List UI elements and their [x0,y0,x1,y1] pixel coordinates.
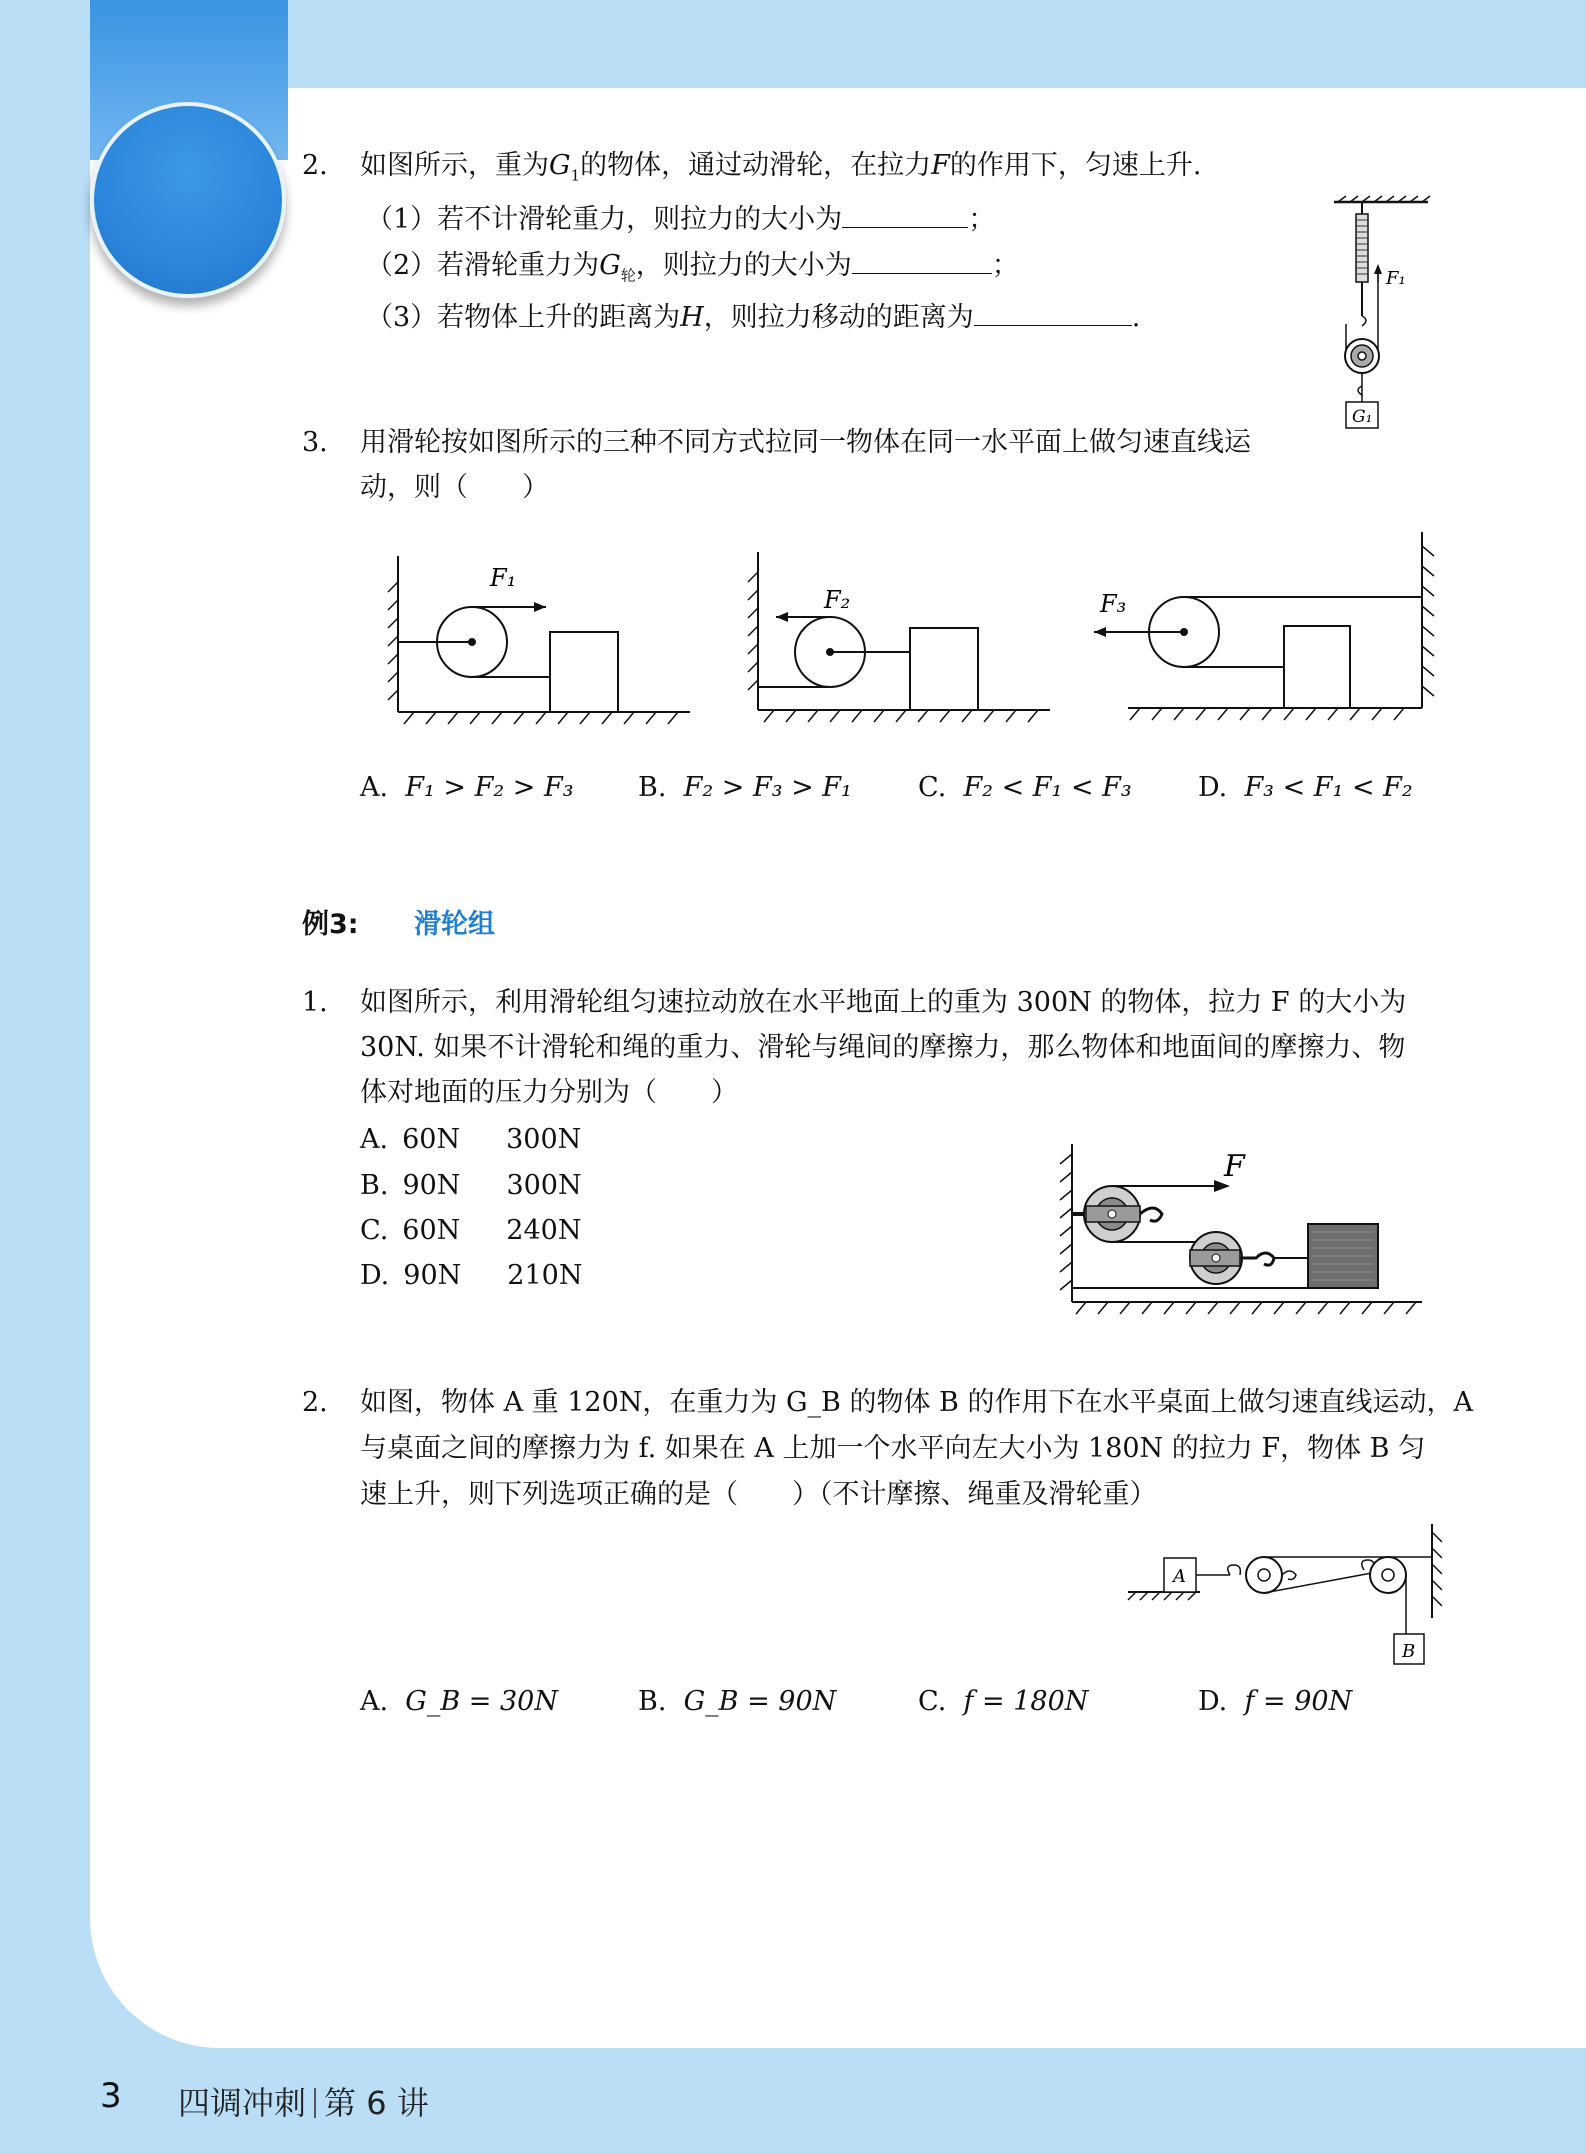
q2-number: 2. [302,150,328,181]
e1-option-b-pressure: 300N [506,1170,582,1201]
example-label: 例3: [302,909,359,940]
q2-sub2 [366,241,1019,298]
q3-option-b-text: F₂ > F₃ > F₁ [683,772,852,803]
e2-option-d-text: f = 90N [1244,1686,1353,1717]
e2-option-a[interactable] [360,1682,558,1722]
q2-stem-f: F [931,150,950,181]
e2-option-c[interactable] [918,1682,1088,1722]
q3-option-a-letter: A. [360,772,389,803]
e1-option-d-friction: 90N [403,1260,462,1291]
q2-stem-a: 如图所示，重为 [360,150,549,181]
e2-pulley-figure [1124,1520,1444,1678]
q3-figure-1 [360,552,700,722]
e1-option-d-letter: D. [360,1260,390,1291]
q2-sub1-text: （1）若不计滑轮重力，则拉力的大小为 [366,204,843,235]
footer-lesson: 第 6 讲 [324,2084,429,2122]
q3-option-b-letter: B. [638,772,667,803]
q2-fig-force: F₁ [1386,268,1406,289]
q3-option-d[interactable] [1198,768,1413,808]
q2-blank-3[interactable] [974,293,1132,326]
q2-stem-sub: 1 [570,166,581,185]
e1-fig-force: F [1224,1149,1245,1184]
e1-option-d[interactable] [360,1256,582,1296]
q2-stem-c: 的作用下，匀速上升. [949,150,1202,181]
q3-fig1-label: F₁ [490,564,517,592]
q3-option-a[interactable] [360,768,574,808]
e1-option-b[interactable] [360,1166,582,1206]
q2-sub2-b: ，则拉力的大小为 [635,250,852,281]
footer-title [178,2078,429,2124]
page-number: 3 [100,2076,122,2116]
e2-number: 2. [302,1387,328,1418]
e2-option-a-text: G_B = 30N [405,1686,558,1717]
q2-fig-weight: G₁ [1352,407,1373,427]
q3-option-a-text: F₁ > F₂ > F₃ [405,772,574,803]
e2-option-b-letter: B. [638,1686,667,1717]
e2-option-a-letter: A. [360,1686,389,1717]
q3-line1: 用滑轮按如图所示的三种不同方式拉同一物体在同一水平面上做匀速直线运 [360,427,1251,458]
q2-blank-2[interactable] [852,241,992,274]
e1-option-b-letter: B. [360,1170,389,1201]
q3-option-b[interactable] [638,768,852,808]
q2-sub3 [366,293,1140,341]
e2-line2: 与桌面之间的摩擦力为 f. 如果在 A 上加一个水平向左大小为 180N 的拉力 F，物体 B 匀 [360,1433,1426,1464]
q2-sub1 [366,195,995,243]
e1-pulley-figure [1040,1140,1430,1320]
e2-fig-a: A [1173,1566,1186,1587]
e2-option-d[interactable] [1198,1682,1352,1722]
e1-line3: 体对地面的压力分别为（ ） [360,1077,738,1108]
q2-stem [360,143,1201,198]
e1-option-c-letter: C. [360,1215,389,1246]
e1-option-d-pressure: 210N [507,1260,583,1291]
q3-figure-2 [728,552,1068,722]
q3-option-d-letter: D. [1198,772,1228,803]
q2-sub3-symbol: H [680,302,704,333]
e1-option-a-pressure: 300N [506,1124,582,1155]
e1-number: 1. [302,987,328,1018]
e1-option-b-friction: 90N [402,1170,461,1201]
q2-stem-symbol: G [549,150,571,181]
e2-line3: 速上升，则下列选项正确的是（ ）（不计摩擦、绳重及滑轮重） [360,1479,1157,1510]
q3-figure-3 [1088,532,1448,722]
q2-sub2-sub: 轮 [620,266,636,285]
q3-option-d-text: F₃ < F₁ < F₂ [1244,772,1413,803]
q3-option-c-text: F₂ < F₁ < F₃ [963,772,1132,803]
e1-option-a-letter: A. [360,1124,389,1155]
e1-option-a[interactable] [360,1120,581,1160]
e2-line1: 如图，物体 A 重 120N，在重力为 G_B 的物体 B 的作用下在水平桌面上做匀速直线运动，A [360,1387,1473,1418]
q2-blank-1[interactable] [842,195,968,228]
e1-option-a-friction: 60N [402,1124,461,1155]
corner-badge [90,102,286,298]
q2-sub3-b: ，则拉力移动的距离为 [703,302,974,333]
q3-option-c[interactable] [918,768,1132,808]
q2-pulley-figure [1320,196,1440,446]
e2-option-b-text: G_B = 90N [683,1686,837,1717]
q3-line2: 动，则（ ） [360,472,549,503]
q3-fig3-label: F₃ [1100,590,1127,618]
e2-option-d-letter: D. [1198,1686,1228,1717]
e1-line2: 30N. 如果不计滑轮和绳的重力、滑轮与绳间的摩擦力，那么物体和地面间的摩擦力、物 [360,1032,1406,1063]
example-title: 滑轮组 [414,909,495,940]
q3-number: 3. [302,427,328,458]
e1-option-c[interactable] [360,1211,581,1251]
e2-option-c-text: f = 180N [963,1686,1089,1717]
q2-sub2-symbol: G [599,250,621,281]
e1-line1: 如图所示，利用滑轮组匀速拉动放在水平地面上的重为 300N 的物体，拉力 F 的大小为 [360,987,1407,1018]
e2-fig-b: B [1402,1641,1416,1662]
q2-sub1-end: ； [968,204,996,235]
q2-sub3-a: （3）若物体上升的距离为 [366,302,681,333]
q2-sub3-end: . [1131,302,1141,333]
footer-divider [314,2088,316,2118]
q3-option-c-letter: C. [918,772,947,803]
e2-option-b[interactable] [638,1682,836,1722]
e2-option-c-letter: C. [918,1686,947,1717]
q3-fig2-label: F₂ [824,586,851,614]
q2-sub2-end: ； [991,250,1019,281]
q2-stem-b: 的物体，通过动滑轮，在拉力 [580,150,932,181]
q2-sub2-a: （2）若滑轮重力为 [366,250,600,281]
e1-option-c-friction: 60N [402,1215,461,1246]
e1-option-c-pressure: 240N [506,1215,582,1246]
footer-book-title: 四调冲刺 [178,2084,307,2122]
